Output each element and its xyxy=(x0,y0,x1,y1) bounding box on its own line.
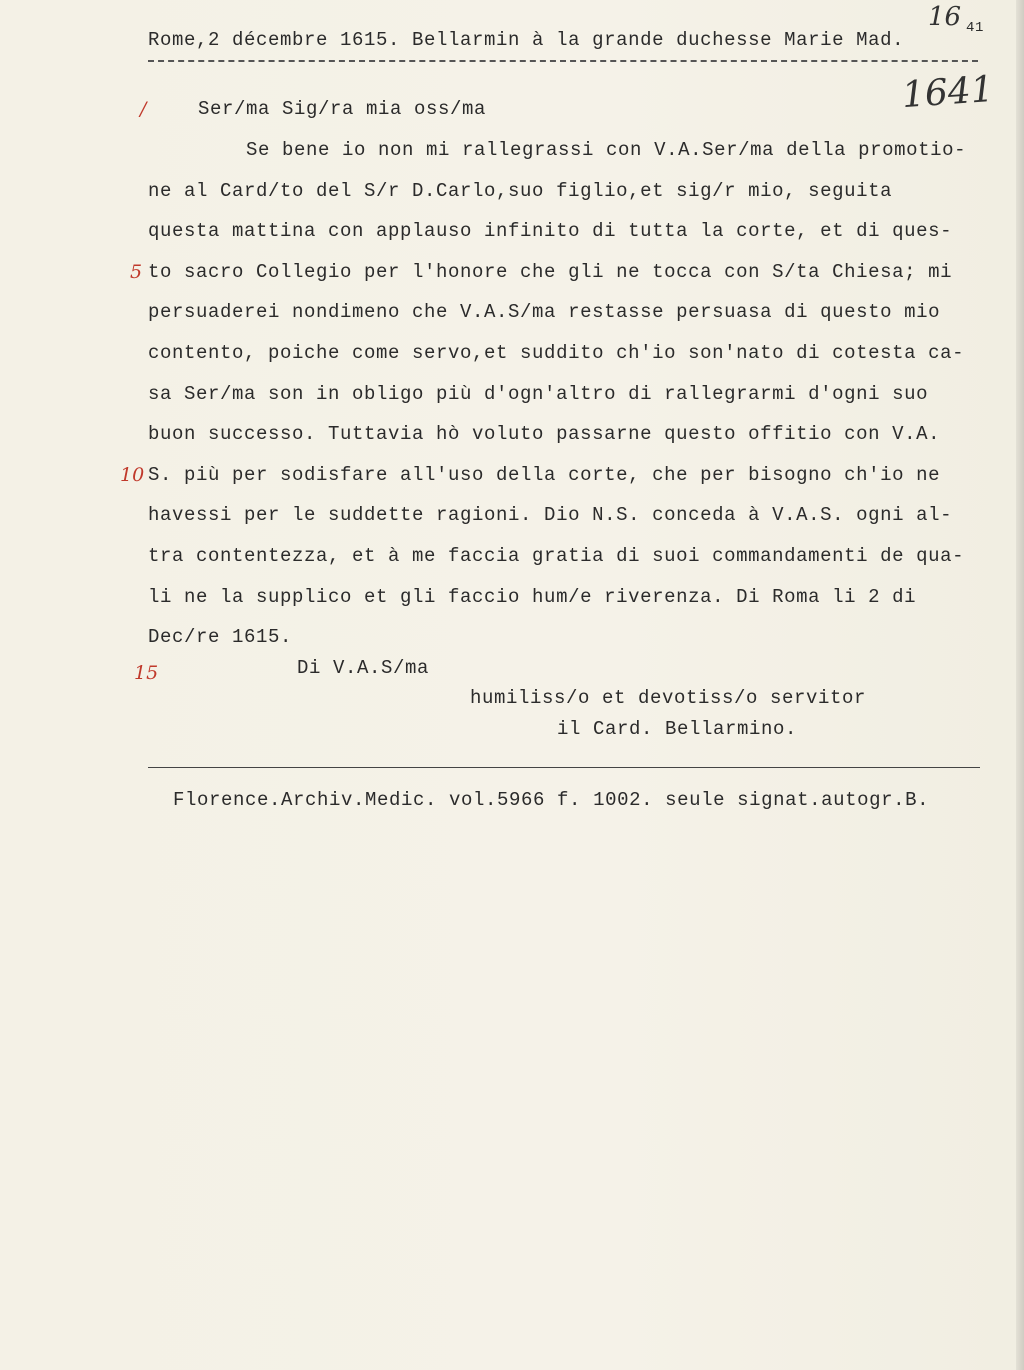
signature-line-1: humiliss/o et devotiss/o servitor xyxy=(470,687,867,709)
line-number-15: 15 xyxy=(134,662,159,684)
line-number-1: / xyxy=(140,98,147,120)
page-edge xyxy=(1016,0,1024,1370)
body-line-12: li ne la supplico et gli faccio hum/e riverenza. Di Roma li 2 di xyxy=(148,586,917,608)
body-line-13: Dec/re 1615. xyxy=(148,626,293,648)
archive-reference: Florence.Archiv.Medic. vol.5966 f. 1002. seule signat.autogr.B. xyxy=(173,789,930,811)
body-line-2: ne al Card/to del S/r D.Carlo,suo figlio,et sig/r mio, seguita xyxy=(148,180,893,202)
page-number: 41 xyxy=(966,20,985,36)
salutation: Ser/ma Sig/ra mia oss/ma xyxy=(198,98,487,120)
closing-greeting: Di V.A.S/ma xyxy=(297,657,430,679)
body-line-9: S. più per sodisfare all'uso della corte, che per bisogno ch'io ne xyxy=(148,464,941,486)
body-line-4: to sacro Collegio per l'honore che gli ne tocca con S/ta Chiesa; mi xyxy=(148,261,953,283)
body-line-7: sa Ser/ma son in obligo più d'ogn'altro di rallegrarmi d'ogni suo xyxy=(148,383,929,405)
handwritten-folio-number: 1641 xyxy=(900,68,995,117)
line-number-5: 5 xyxy=(130,261,143,283)
body-line-10: havessi per le suddette ragioni. Dio N.S. conceda à V.A.S. ogni al- xyxy=(148,504,953,526)
body-line-8: buon successo. Tuttavia hò voluto passarne questo offitio con V.A. xyxy=(148,423,941,445)
body-line-6: contento, poiche come servo,et suddito ch'io son'nato di cotesta ca- xyxy=(148,342,965,364)
body-line-11: tra contentezza, et à me faccia gratia di suoi commandamenti de qua- xyxy=(148,545,965,567)
header-dashed-rule xyxy=(148,60,978,62)
document-header: Rome,2 décembre 1615. Bellarmin à la grande duchesse Marie Mad. xyxy=(148,29,905,51)
footer-rule xyxy=(148,767,980,768)
body-line-5: persuaderei nondimeno che V.A.S/ma restasse persuasa di questo mio xyxy=(148,301,941,323)
body-line-3: questa mattina con applauso infinito di tutta la corte, et di ques- xyxy=(148,220,953,242)
signature-line-2: il Card. Bellarmino. xyxy=(557,718,798,740)
line-number-10: 10 xyxy=(120,464,145,486)
body-line-1: Se bene io non mi rallegrassi con V.A.Ser/ma della promotio- xyxy=(246,139,967,161)
handwritten-top-mark: 16 xyxy=(928,2,962,32)
